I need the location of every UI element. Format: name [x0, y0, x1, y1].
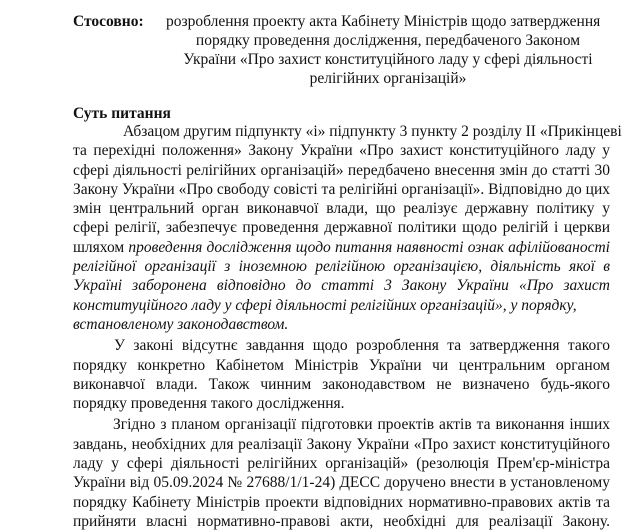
text-line: порядку Кабінету Міністрів проекти відповідних нормативно-правових актів та: [73, 493, 610, 511]
text-line-mixed: [73, 238, 610, 257]
italic-line: [73, 315, 610, 334]
text-line-mixed: [73, 296, 610, 315]
regarding-label: Стосовно:: [73, 13, 144, 30]
italic-run: проведення дослідження щодо питання наявності ознак афілійованості: [128, 238, 610, 256]
text-line: виконавчої влади. Також чинним законодавством не визначено будь-якого: [73, 375, 610, 393]
italic-run: Україні заборонена відповідно до статті 3 Закону України «Про захист: [73, 277, 610, 295]
italic-line: [73, 257, 610, 276]
paragraph-1: [73, 122, 622, 334]
regarding-text: [166, 12, 610, 88]
text-line: Згідно з планом організації підготовки проектів актів та виконання інших: [113, 416, 610, 434]
regarding-line: розроблення проекту акта Кабінету Міністрів щодо затвердження: [166, 13, 601, 30]
text-line: сфері релігії, забезпечує проведення державної політики щодо релігій і церкви: [73, 219, 610, 237]
text-line: України від 05.09.2024 № 27688/1/1-24) ДЕСС доручено внести в установленому: [73, 474, 610, 492]
document-body: [73, 122, 622, 531]
section-heading: Суть питання: [73, 105, 171, 122]
regarding-line: релігійних організацій»: [309, 70, 467, 87]
text-line: У законі відсутнє завдання щодо розроблення та затвердження такого: [114, 337, 610, 355]
text-line: та перехідні положення» Закону України «Про захист конституційного ладу у: [73, 142, 610, 160]
text-line: змін центральний орган виконавчої влади, що реалізує державну політику у: [73, 200, 610, 218]
text-run: шляхом: [73, 238, 125, 256]
italic-run: релігійної організації з іноземною релігійною організацією, діяльність якої в: [73, 258, 610, 276]
text-line: Абзацом другим підпункту «і» підпункту 3 пункту 2 розділу ІІ «Прикінцеві: [123, 123, 622, 140]
text-line: порядку конкретно Кабінетом Міністрів України чи центральним органом: [73, 356, 610, 374]
text-line: сфері діяльності релігійних організацій» передбачено внесення змін до статті 30: [73, 161, 610, 179]
text-line: порядку проведення такого дослідження.: [73, 395, 345, 413]
text-line: прийняти власні нормативно-правові акти, необхідні для реалізації Закону.: [73, 512, 610, 530]
italic-line: [73, 276, 610, 295]
italic-run: конституційного ладу у сфері діяльності релігійних організацій»: [73, 296, 503, 314]
italic-run: , у порядку,: [502, 296, 577, 314]
text-line: Закону України «Про свободу совісті та релігійні організації». Відповідно до цих: [73, 180, 610, 198]
paragraph-2: [73, 336, 610, 413]
text-line: ладу у сфері діяльності релігійних організацій» (резолюція Прем'єр-міністра: [73, 455, 610, 473]
text-line: завдань, необхідних для реалізації Закону України «Про захист конституційного: [73, 435, 610, 453]
regarding-line: порядку проведення дослідження, передбаченого Законом: [195, 32, 581, 49]
regarding-line: України «Про захист конституційного ладу у сфері діяльності: [183, 51, 593, 68]
paragraph-3: [73, 415, 610, 531]
italic-run: встановленому законодавством.: [73, 315, 289, 333]
